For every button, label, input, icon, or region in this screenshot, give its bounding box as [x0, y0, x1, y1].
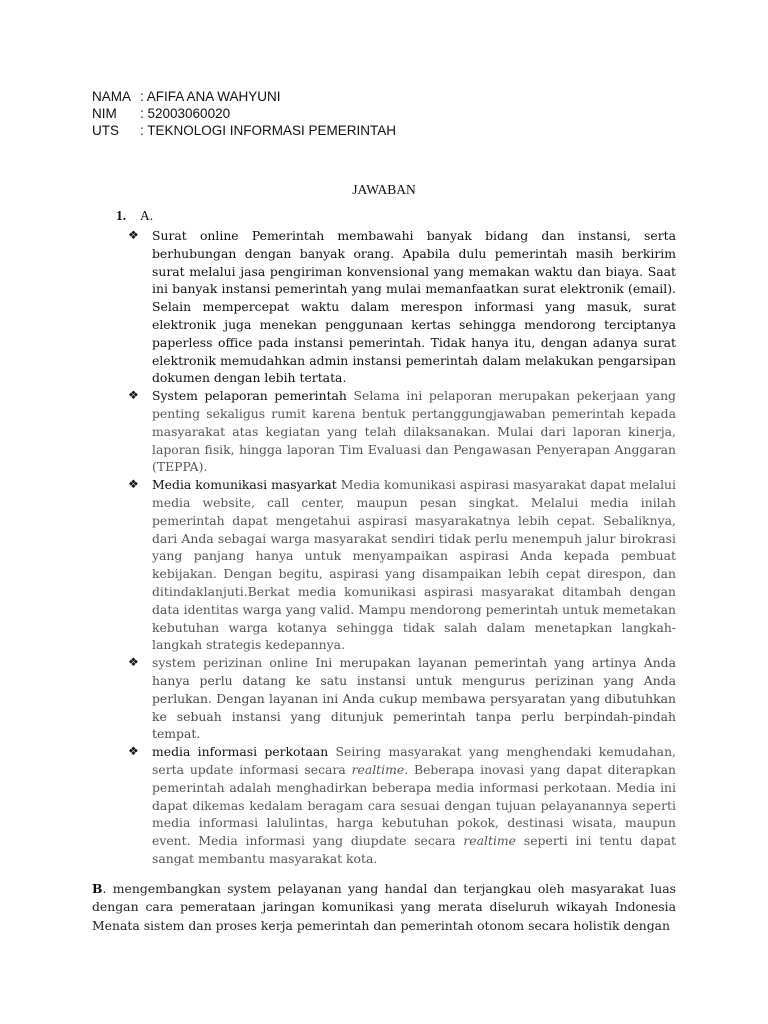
question-number: 1. [116, 208, 127, 223]
diamond-bullet-icon: ❖ [128, 744, 139, 759]
nim-label: NIM [92, 106, 117, 121]
part-b-text: . mengembangkan system pelayanan yang handal dan terjangkau oleh masyarakat luas dengan cara pemerataan jaringan komunikasi yang merata diseluruh wikayah Indonesia Menata sistem dan proses kerja pemerintah dan pemerintah otonom secara holistik dengan [92, 880, 676, 933]
bullet-lead: System pelaporan pemerintah [152, 388, 347, 404]
nim-row [92, 105, 396, 122]
part-b-label: B [92, 880, 103, 896]
diamond-bullet-icon: ❖ [128, 388, 139, 403]
diamond-bullet-icon: ❖ [128, 655, 139, 670]
bullet-lead: Media komunikasi masyarkat [152, 477, 337, 493]
question-heading [116, 207, 676, 225]
question-part: A. [140, 208, 154, 223]
bullet-text: . Beberapa inovasi yang dapat diterapkan pemerintah adalah menghadirkan beberapa media informasi perkotaan. Media ini dapat dikemas kedalam beragam cara sesuai dengan tujuan pelayanannya seperti media informasi lalulintas, harga kebutuhan pokok, destinasi wisata, maupun event. Media informasi yang diupdate secara [152, 761, 676, 849]
bullet-text: Media komunikasi aspirasi masyarakat dapat melalui media website, call center, maupun pesan singkat. Melalui media inilah pemerintah dapat mengetahui aspirasi masyarakatnya lebih cepat. Sebaliknya, dari Anda sebagai warga masyarakat sendiri tidak perlu menempuh jalur birokrasi yang panjang hanya untuk menyampaikan aspirasi Anda kepada pembuat kebijakan. Dengan begitu, aspirasi yang disampaikan lebih cepat direspon, dan ditindaklanjuti.Berkat media komunikasi aspirasi masyarakat ditambah dengan data identitas warga yang valid. Mampu mendorong pemerintah untuk memetakan kebutuhan warga kotanya sehingga tidak salah dalam menetapkan langkah-langkah strategis kedepannya. [152, 477, 676, 653]
diamond-bullet-icon: ❖ [128, 228, 139, 242]
nim-value: : 52003060020 [140, 106, 231, 121]
nama-row [92, 88, 396, 105]
nama-value: : AFIFA ANA WAHYUNI [140, 89, 281, 104]
diamond-bullet-icon: ❖ [128, 477, 139, 492]
list-item [128, 654, 676, 743]
bullet-text: Ini merupakan layanan pemerintah yang artinya Anda hanya perlu datang ke satu instansi untuk mengurus perizinan yang Anda perlukan. Dengan layanan ini Anda cukup membawa persyaratan yang dibutuhkan ke sebuah instansi yang ditunjuk pemerintah tanpa perlu berpindah-pindah tempat. [152, 655, 676, 742]
uts-row [92, 122, 396, 139]
nama-label: NAMA [92, 89, 132, 104]
bullet-text: Seiring masyarakat yang menghendaki kemudahan, serta update informasi secara [152, 744, 676, 777]
uts-value: : TEKNOLOGI INFORMASI PEMERINTAH [140, 123, 397, 138]
list-item [128, 387, 676, 476]
bullet-text: Surat online Pemerintah membawahi banyak bidang dan instansi, serta berhubungan dengan banyak orang. Apabila dulu pemerintah masih berkirim surat melalui jasa pengiriman konvensional yang memakan waktu dan biaya. Saat ini banyak instansi pemerintah yang mulai memanfaatkan surat elektronik (email). Selain mempercepat waktu dalam merespon informasi yang masuk, surat elektronik juga menekan penggunaan kertas sehingga mendorong terciptanya paperless office pada instansi pemerintah. Tidak hanya itu, dengan adanya surat elektronik memudahkan admin instansi pemerintah dalam melakukan pengarsipan dokumen dengan lebih tertata. [152, 228, 676, 386]
bullet-italic-term: realtime [351, 761, 405, 777]
bullet-text: Selama ini pelaporan merupakan pekerjaan yang penting sekaligus rumit karena bentuk pertanggungjawaban pemerintah kepada masyarakat atas kegiatan yang telah dilaksanakan. Mulai dari laporan kinerja, laporan fisik, hingga laporan Tim Evaluasi dan Pengawasan Penyerapan Anggaran (TEPPA). [152, 388, 676, 475]
student-info-header [92, 88, 396, 139]
uts-label: UTS [92, 123, 119, 138]
page-title: JAWABAN [352, 182, 416, 197]
bullet-text: seperti ini tentu dapat sangat membantu masyarakat kota. [152, 833, 676, 866]
bullet-lead: media informasi perkotaan [152, 744, 329, 760]
part-b-paragraph [92, 880, 676, 936]
list-item [128, 743, 676, 868]
bullet-italic-term: realtime [463, 833, 517, 849]
list-item [128, 227, 676, 387]
answer-bullet-list [92, 227, 676, 868]
bullet-lead: system perizinan online [152, 655, 309, 671]
list-item [128, 476, 676, 654]
